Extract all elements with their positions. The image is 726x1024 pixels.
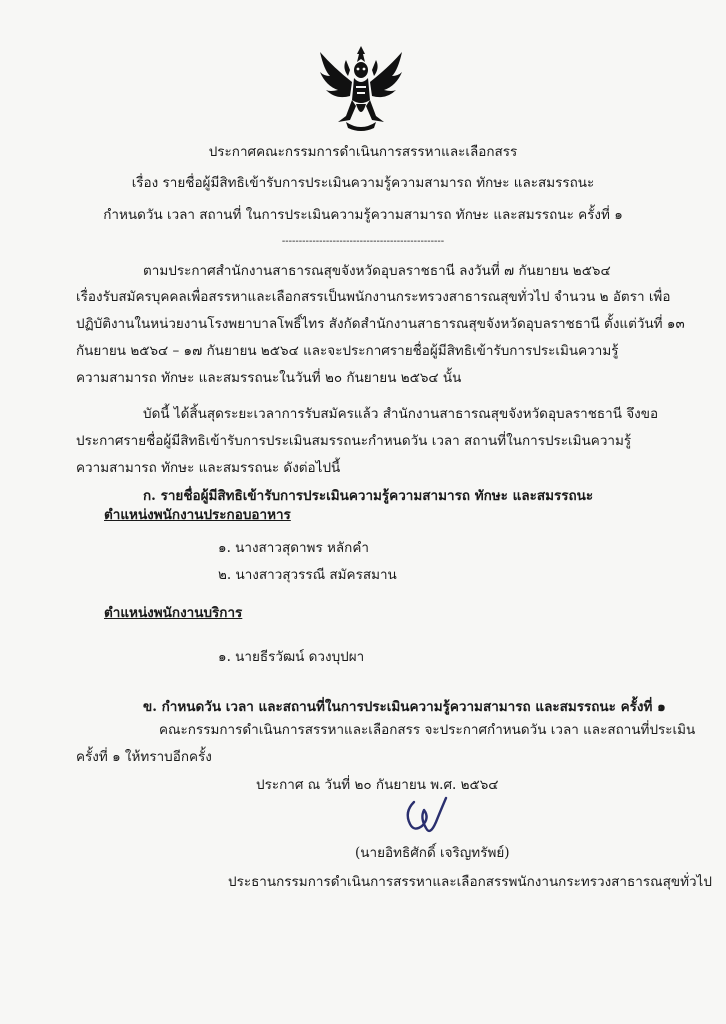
signer-name: (นายอิทธิศักดิ์ เจริญทรัพย์) <box>355 845 510 861</box>
para1-line-4: กันยายน ๒๕๖๔ – ๑๗ กันยายน ๒๕๖๔ และจะประกาศรายชื่อผู้มีสิทธิเข้ารับการประเมินความรู้ <box>76 343 619 359</box>
section-b-line-1: คณะกรรมการดำเนินการสรรหาและเลือกสรร จะประกาศกำหนดวัน เวลา และสถานที่ประเมิน <box>159 722 696 738</box>
para2-line-1: บัดนี้ ได้สิ้นสุดระยะเวลาการรับสมัครแล้ว สำนักงานสาธารณสุขจังหวัดอุบลราชธานี จึงขอ <box>143 406 659 422</box>
candidate-name: ๑. นายธีรวัฒน์ ดวงบุปผา <box>218 649 365 665</box>
signer-position: ประธานกรรมการดำเนินการสรรหาและเลือกสรรพนักงานกระทรวงสาธารณสุขทั่วไป <box>228 874 712 890</box>
para2-line-2: ประกาศรายชื่อผู้มีสิทธิเข้ารับการประเมินสมรรถนะกำหนดวัน เวลา สถานที่ในการประเมินความรู้ <box>76 433 632 449</box>
position-title-cook: ตำแหน่งพนักงานประกอบอาหาร <box>104 507 291 523</box>
para1-line-3: ปฏิบัติงานในหน่วยงานโรงพยาบาลโพธิ์ไทร สังกัดสำนักงานสาธารณสุขจังหวัดอุบลราชธานี ตั้งแต่วันที่ ๑๓ <box>76 316 685 332</box>
candidate-name: ๒. นางสาวสุวรรณี สมัครสมาน <box>218 567 397 583</box>
para1-line-5: ความสามารถ ทักษะ และสมรรถนะในวันที่ ๒๐ กันยายน ๒๕๖๔ นั้น <box>76 370 462 386</box>
signature-icon <box>400 792 452 840</box>
announcement-subject-line-2: กำหนดวัน เวลา สถานที่ ในการประเมินความรู้ความสามารถ ทักษะ และสมรรถนะ ครั้งที่ ๑ <box>103 207 623 223</box>
section-b-heading: ข. กำหนดวัน เวลา และสถานที่ในการประเมินความรู้ความสามารถ และสมรรถนะ ครั้งที่ ๑ <box>143 699 666 715</box>
announcement-subject: เรื่อง รายชื่อผู้มีสิทธิเข้ารับการประเมินความรู้ความสามารถ ทักษะ และสมรรถนะ <box>131 175 595 191</box>
para1-line-1: ตามประกาศสำนักงานสาธารณสุขจังหวัดอุบลราชธานี ลงวันที่ ๗ กันยายน ๒๕๖๔ <box>143 263 611 279</box>
garuda-emblem-icon <box>316 42 406 134</box>
section-b-line-2: ครั้งที่ ๑ ให้ทราบอีกครั้ง <box>76 749 212 765</box>
para2-line-3: ความสามารถ ทักษะ และสมรรถนะ ดังต่อไปนี้ <box>76 460 341 476</box>
header-divider: ------------------------------------------------ <box>281 236 445 247</box>
position-title-service: ตำแหน่งพนักงานบริการ <box>104 605 243 621</box>
candidate-name: ๑. นางสาวสุดาพร หลักคำ <box>218 540 369 556</box>
announcement-title: ประกาศคณะกรรมการดำเนินการสรรหาและเลือกสรร <box>208 144 518 160</box>
section-a-heading: ก. รายชื่อผู้มีสิทธิเข้ารับการประเมินความรู้ความสามารถ ทักษะ และสมรรถนะ <box>143 488 594 504</box>
announcement-date: ประกาศ ณ วันที่ ๒๐ กันยายน พ.ศ. ๒๕๖๔ <box>256 777 499 793</box>
para1-line-2: เรื่องรับสมัครบุคคลเพื่อสรรหาและเลือกสรรเป็นพนักงานกระทรวงสาธารณสุขทั่วไป จำนวน ๒ อัตรา เพื่อ <box>76 289 671 305</box>
